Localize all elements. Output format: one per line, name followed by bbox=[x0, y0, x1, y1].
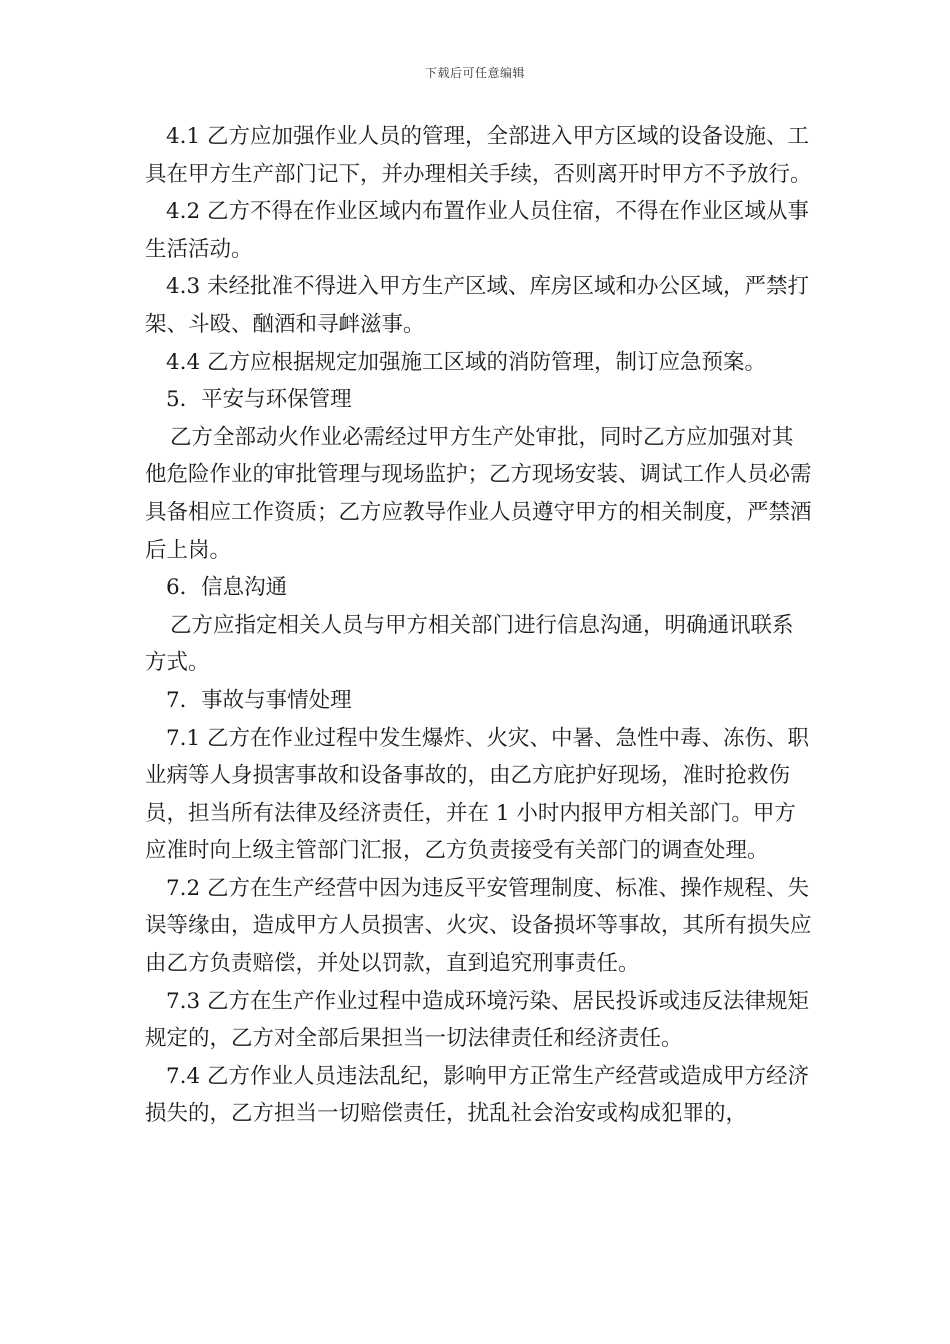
paragraph-7-4: 7.4 乙方作业人员违法乱纪，影响甲方正常生产经营或造成甲方经济损失的，乙方担当一切赔偿责任，扰乱社会治安或构成犯罪的， bbox=[145, 1063, 810, 1127]
paragraph-4-1: 4.1 乙方应加强作业人员的管理，全部进入甲方区域的设备设施、工具在甲方生产部门记下，并办理相关手续，否则离开时甲方不予放行。 bbox=[145, 124, 812, 187]
paragraph-5-body: 乙方全部动火作业必需经过甲方生产处审批，同时乙方应加强对其他危险作业的审批管理与现场监护；乙方现场安装、调试工作人员必需具备相应工作资质；乙方应教导作业人员遵守甲方的相关制度，严禁酒后上岗。 bbox=[145, 424, 812, 563]
section-heading-6: 6．信息沟通 bbox=[166, 575, 288, 601]
page-header: 下载后可任意编辑 bbox=[424, 66, 525, 80]
paragraph-7-3: 7.3 乙方在生产作业过程中造成环境污染、居民投诉或违反法律规矩规定的，乙方对全部后果担当一切法律责任和经济责任。 bbox=[145, 988, 810, 1052]
paragraph-7-1: 7.1 乙方在作业过程中发生爆炸、火灾、中暑、急性中毒、冻伤、职业病等人身损害事故和设备事故的，由乙方庇护好现场，准时抢救伤员，担当所有法律及经济责任，并在 1 小时内报甲方相关部门。甲方应准时向上级主管部门汇报，乙方负责接受有关部门的调查处理。 bbox=[145, 725, 810, 864]
section-heading-5: 5．平安与环保管理 bbox=[166, 387, 352, 413]
paragraph-7-2: 7.2 乙方在生产经营中因为违反平安管理制度、标准、操作规程、失误等缘由，造成甲方人员损害、火灾、设备损坏等事故，其所有损失应由乙方负责赔偿，并处以罚款，直到追究刑事责任。 bbox=[145, 875, 812, 977]
paragraph-4-3: 4.3 未经批准不得进入甲方生产区域、库房区域和办公区域，严禁打架、斗殴、酗酒和寻衅滋事。 bbox=[145, 274, 810, 337]
document-body bbox=[145, 118, 813, 1133]
section-heading-7: 7．事故与事情处理 bbox=[166, 687, 352, 713]
paragraph-4-2: 4.2 乙方不得在作业区域内布置作业人员住宿，不得在作业区域从事生活活动。 bbox=[145, 199, 810, 262]
paragraph-6-body: 乙方应指定相关人员与甲方相关部门进行信息沟通，明确通讯联系方式。 bbox=[145, 612, 794, 676]
paragraph-4-4: 4.4 乙方应根据规定加强施工区域的消防管理，制订应急预案。 bbox=[166, 349, 767, 375]
